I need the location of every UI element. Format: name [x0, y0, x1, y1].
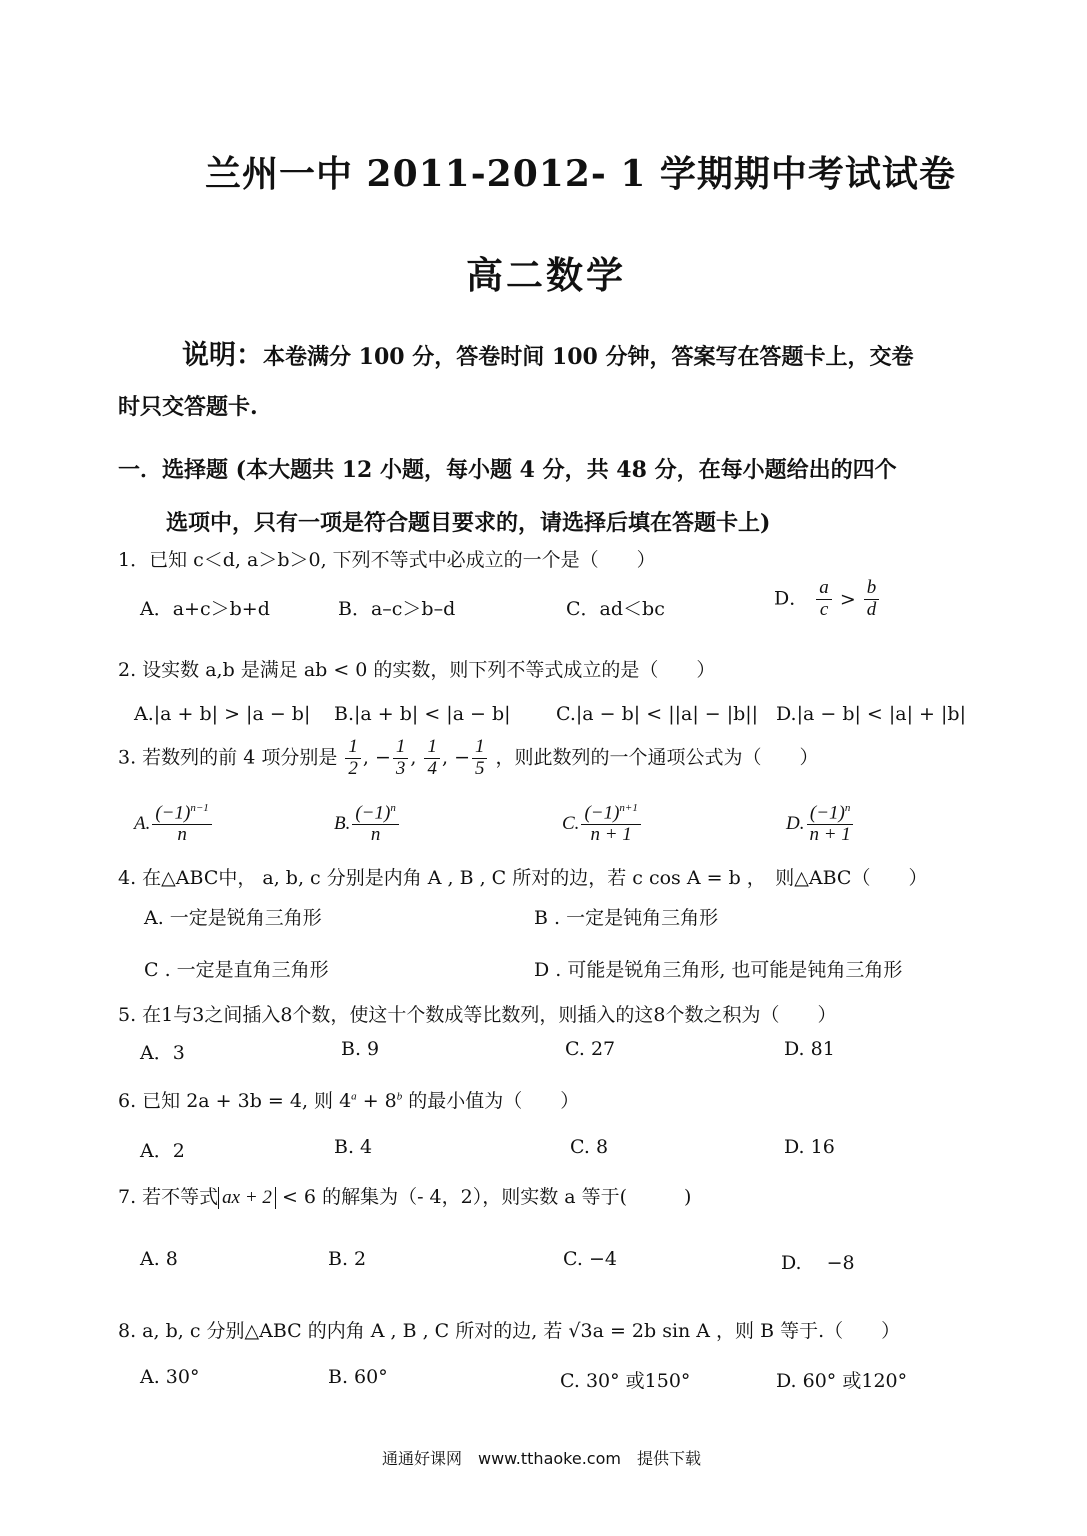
q6-stem-post: 的最小值为（ ） — [402, 1090, 580, 1112]
footer-text: 通通好课网 www.tthaoke.com 提供下载 — [382, 1449, 701, 1468]
q7-option-b: B. 2 — [328, 1248, 367, 1270]
section1-heading-line1: 一．选择题 (本大题共 12 小题，每小题 4 分，共 48 分，在每小题给出的四个 — [118, 457, 897, 483]
q4-option-d: D . 可能是锐角三角形, 也可能是钝角三角形 — [534, 959, 903, 981]
q4-option-b: B . 一定是钝角三角形 — [534, 907, 719, 929]
q3-option-b-label: B. — [334, 813, 351, 835]
q6-option-b: B. 4 — [334, 1136, 373, 1158]
q6-option-d: D. 16 — [784, 1136, 835, 1158]
q1-option-d-label: D． — [774, 587, 809, 610]
q7-abs-expression: ax + 2 — [218, 1187, 276, 1209]
q5-option-a: A．3 — [140, 1042, 185, 1064]
q1-option-b: B．a–c＞b–d — [338, 598, 456, 620]
q7-stem-post: < 6 的解集为（- 4，2），则实数 a 等于( ) — [275, 1186, 692, 1208]
q3-option-d: D. $\frac{(-1)^n}{n + 1}$ — [786, 802, 856, 846]
q6-stem-mid: + 8 — [356, 1090, 397, 1112]
q6-sup-b: b — [396, 1090, 403, 1103]
q5-stem: 5. 在1与3之间插入8个数，使这十个数成等比数列，则插入的这8个数之积为（ ） — [118, 1004, 837, 1026]
instructions-line2: 时只交答题卡. — [118, 394, 258, 420]
q4-stem: 4. 在△ABC中， a, b, c 分别是内角 A , B , C 所对的边，若 c cos A = b ， 则△ABC（ ） — [118, 867, 928, 889]
q3-frac-4: $\frac{1}{5}$ — [472, 737, 488, 780]
q6-option-a: A．2 — [140, 1140, 185, 1162]
q2-option-b: B.|a + b| < |a − b| — [334, 703, 511, 725]
q6-option-c: C. 8 — [570, 1136, 609, 1158]
q3-option-b: B. $\frac{(-1)^n}{n}$ — [334, 802, 401, 846]
q3-stem-post: ，则此数列的一个通项公式为（ ） — [495, 746, 819, 769]
q2-option-a: A.|a + b| > |a − b| — [134, 703, 311, 725]
q1-option-d: D． $\frac{a}{c}$ > $\frac{b}{d}$ — [774, 578, 881, 621]
q1-d-frac-left: $\frac{a}{c}$ — [816, 578, 832, 621]
q3-option-c-label: C. — [562, 813, 580, 835]
q1-option-a: A．a+c＞b+d — [140, 598, 270, 620]
q2-stem: 2. 设实数 a,b 是满足 ab < 0 的实数，则下列不等式成立的是（ ） — [118, 659, 716, 681]
q1-stem: 1．已知 c＜d, a＞b＞0, 下列不等式中必成立的一个是（ ） — [118, 549, 656, 571]
q1-d-frac-right: $\frac{b}{d}$ — [864, 578, 880, 621]
q6-stem — [118, 1086, 579, 1113]
instructions-text1: 本卷满分 100 分，答卷时间 100 分钟，答案写在答题卡上，交卷 — [263, 344, 914, 370]
q3-option-c: C. $\frac{(-1)^{n+1}}{n + 1}$ — [562, 802, 643, 846]
q3-stem: 3. 若数列的前 4 项分别是 $\frac{1}{2}$ , − $\frac{1}{3}$ , $\frac{1}{4}$ , − $\frac{1}{5}$ ，则此数列的一个通项公式为（ ） — [118, 736, 819, 779]
q4-option-a: A. 一定是锐角三角形 — [144, 907, 322, 929]
q8-option-b: B. 60° — [328, 1366, 388, 1388]
instructions-line1 — [182, 333, 913, 372]
q6-sup-a: a — [351, 1090, 357, 1103]
q8-option-d: D. 60° 或120° — [776, 1370, 908, 1392]
q2-option-c: C.|a − b| < ||a| − |b|| — [556, 703, 759, 725]
q3-option-a: A. $\frac{(-1)^{n-1}}{n}$ — [134, 802, 214, 846]
exam-subtitle: 高二数学 — [466, 253, 626, 297]
q6-stem-pre: 6. 已知 2a + 3b = 4, 则 4 — [118, 1090, 352, 1112]
q3-stem-pre: 3. 若数列的前 4 项分别是 — [118, 746, 338, 769]
q7-option-c: C. −4 — [563, 1248, 617, 1270]
q8-option-a: A. 30° — [140, 1366, 200, 1388]
instructions-lead: 说明： — [182, 340, 263, 371]
q7-option-d: D. −8 — [781, 1252, 855, 1274]
section1-heading-line2: 选项中，只有一项是符合题目要求的，请选择后填在答题卡上) — [166, 510, 771, 536]
q5-option-c: C. 27 — [565, 1038, 616, 1060]
q7-stem-pre: 7. 若不等式 — [118, 1186, 219, 1208]
q3-option-d-label: D. — [786, 813, 805, 835]
q3-frac-2: $\frac{1}{3}$ — [393, 737, 409, 780]
q2-option-d: D.|a − b| < |a| + |b| — [776, 703, 966, 725]
q5-option-b: B. 9 — [341, 1038, 380, 1060]
q4-option-c: C . 一定是直角三角形 — [144, 959, 329, 981]
q3-frac-3: $\frac{1}{4}$ — [424, 737, 440, 780]
q8-option-c: C. 30° 或150° — [560, 1370, 691, 1392]
q1-option-c: C．ad＜bc — [566, 598, 665, 620]
q3-option-a-label: A. — [134, 813, 151, 835]
q8-stem: 8. a, b, c 分别△ABC 的内角 A , B , C 所对的边, 若 √3a = 2b sin A ，则 B 等于.（ ） — [118, 1320, 901, 1342]
q3-frac-1: $\frac{1}{2}$ — [345, 737, 361, 780]
q5-option-d: D. 81 — [784, 1038, 835, 1060]
q7-stem — [118, 1182, 691, 1209]
q7-option-a: A. 8 — [140, 1248, 178, 1270]
exam-title: 兰州一中 2011-2012- 1 学期期中考试试卷 — [205, 153, 956, 195]
